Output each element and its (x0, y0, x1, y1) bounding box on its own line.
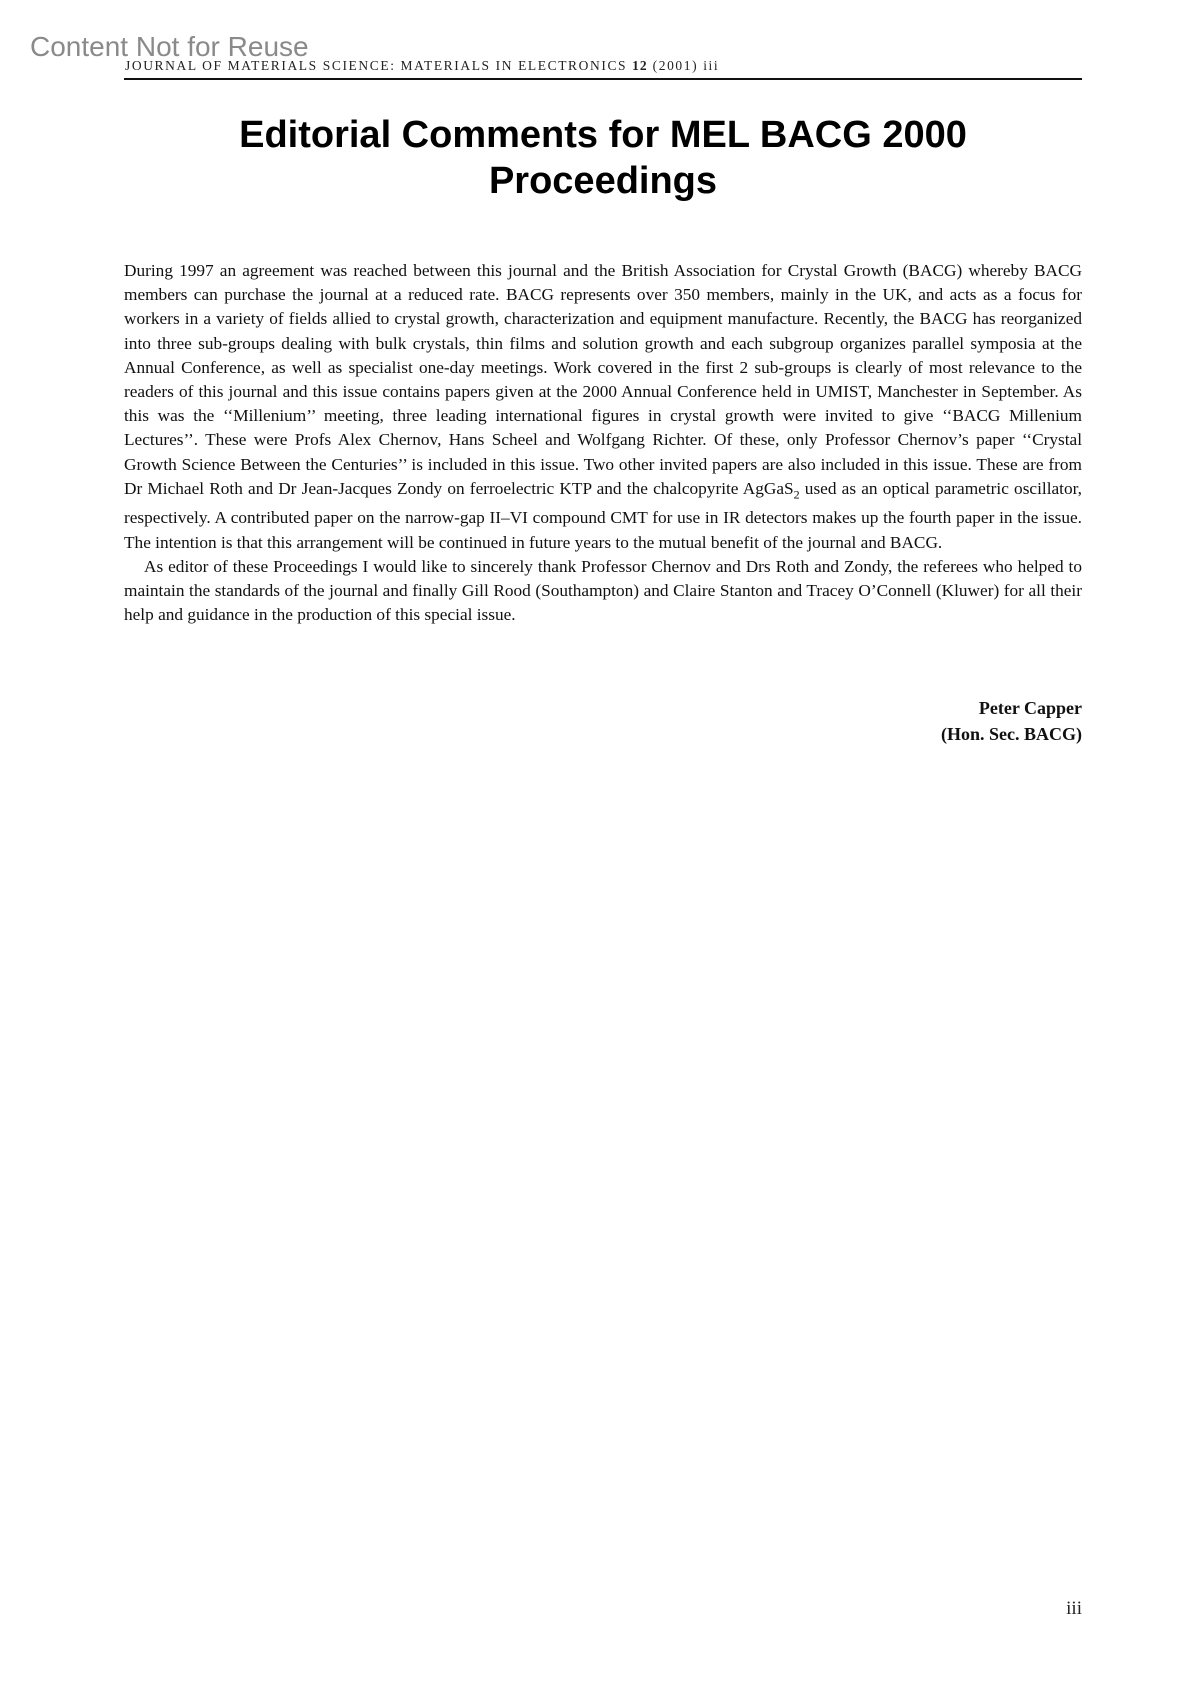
subscript-2: 2 (793, 487, 800, 502)
article-body (124, 259, 1082, 628)
author-name: Peter Capper (978, 698, 1082, 718)
year-page: (2001) iii (652, 58, 720, 73)
paragraph-1-part-1: During 1997 an agreement was reached between this journal and the British Association for Crystal Growth (BACG) whereby BACG members can purchase the journal at a reduced rate. BACG represents over 350 members, mainly in the UK, and acts as a focus for workers in a variety of fields allied to crystal growth, characterization and equipment manufacture. Recently, the BACG has reorganized into three sub-groups dealing with bulk crystals, thin films and solution growth and each subgroup organizes parallel symposia at the Annual Conference, as well as specialist one-day meetings. Work covered in the first 2 sub-groups is clearly of most relevance to the readers of this journal and this issue contains papers given at the 2000 Annual Conference held in UMIST, Manchester in September. As this was the ‘‘Millenium’’ meeting, three leading international figures in crystal growth were invited to give ‘‘BACG Millenium Lectures’’. These were Profs Alex Chernov, Hans Scheel and Wolfgang Richter. Of these, only Professor Chernov’s paper ‘‘Crystal Growth Science Between the Centuries’’ is included in this issue. Two other invited papers are also included in this issue. These are from Dr Michael Roth and Dr Jean-Jacques Zondy on ferroelectric KTP and the chalcopyrite AgGaS (124, 261, 1082, 498)
watermark-text: Content Not for Reuse (30, 31, 309, 62)
page-number: iii (1066, 1598, 1082, 1619)
author-role: (Hon. Sec. BACG) (941, 724, 1082, 744)
title-line-1: Editorial Comments for MEL BACG 2000 (239, 114, 967, 156)
paragraph-1 (124, 259, 1082, 555)
title-line-2: Proceedings (488, 160, 718, 202)
article-title (124, 112, 1082, 204)
running-header (125, 58, 719, 74)
paragraph-1-part-2: used as an optical parametric oscillator, respectively. A contributed paper on the narrow-gap II–VI compound CMT for use in IR detectors makes up the fourth paper in the issue. The intention is that this arrangement will be continued in future years to the mutual benefit of the journal and BACG. (124, 478, 1082, 552)
journal-name: JOURNAL OF MATERIALS SCIENCE: MATERIALS IN ELECTRONICS (125, 58, 628, 73)
volume-number: 12 (632, 58, 648, 73)
header-rule (124, 78, 1082, 80)
signature-block (941, 695, 1082, 747)
paragraph-2: As editor of these Proceedings I would like to sincerely thank Professor Chernov and Drs Roth and Zondy, the referees who helped to maintain the standards of the journal and finally Gill Rood (Southampton) and Claire Stanton and Tracey O’Connell (Kluwer) for all their help and guidance in the production of this special issue. (124, 556, 1082, 625)
